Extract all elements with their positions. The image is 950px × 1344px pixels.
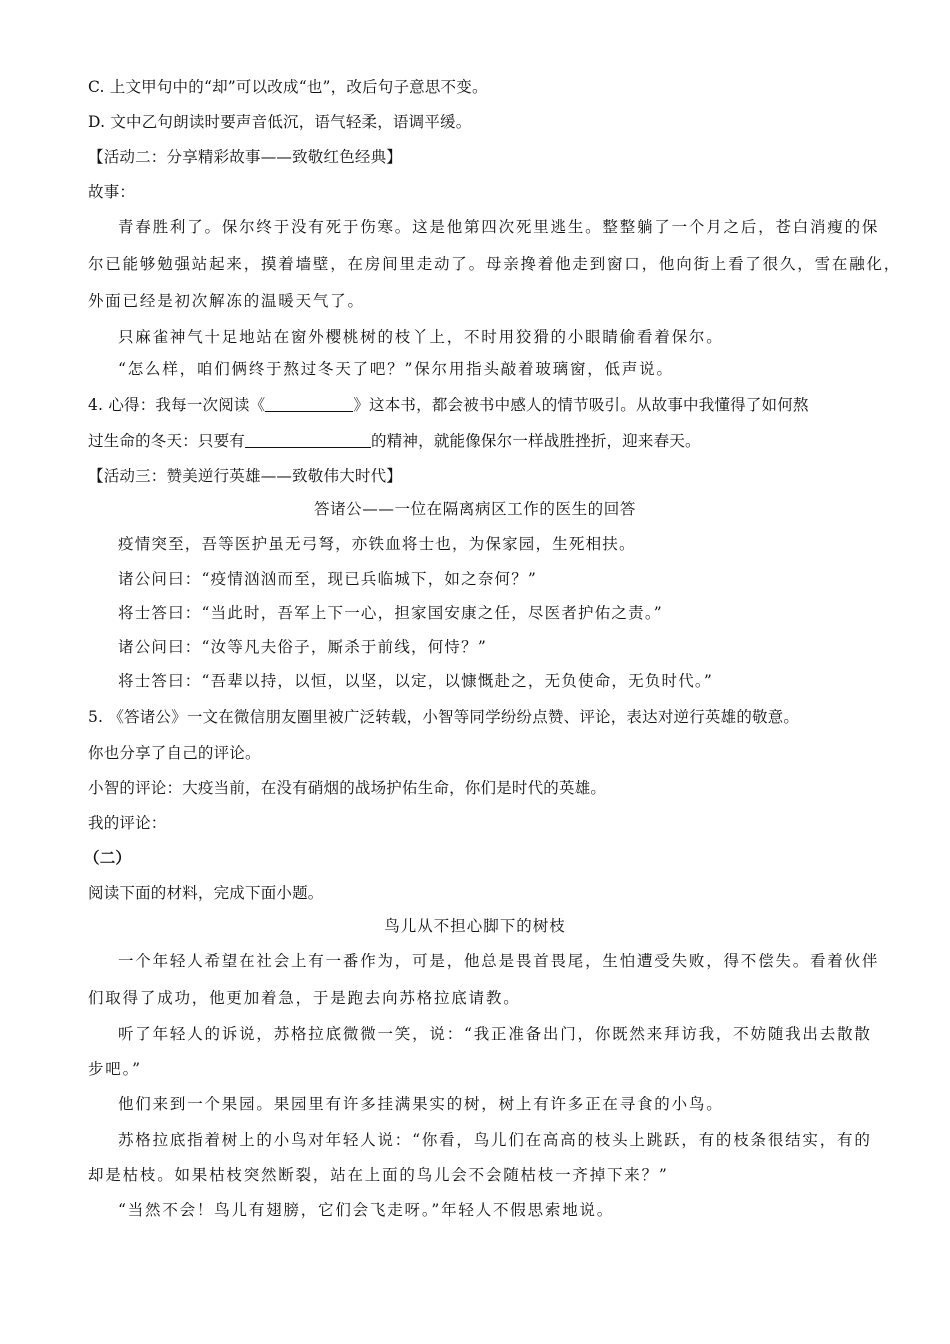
option-d: D. 文中乙句朗读时要声音低沉，语气轻柔，语调平缓。 (88, 113, 472, 131)
xiaozhi-comment: 小智的评论：大疫当前，在没有硝烟的战场护佑生命，你们是时代的英雄。 (88, 779, 607, 797)
question-5-line-1: 5. 《答诸公》一文在微信朋友圈里被广泛转载，小智等同学纷纷点赞、评论，表达对逆行英雄的敬意。 (88, 708, 800, 726)
article-line-4: 诸公问曰：“汝等凡夫俗子，厮杀于前线，何恃？” (118, 638, 487, 656)
story-paragraph-2: 只麻雀神气十足地站在窗外樱桃树的枝丫上，不时用狡猾的小眼睛偷看着保尔。 (118, 328, 724, 346)
question-4-text-2: 》这本书，都会被书中感人的情节吸引。从故事中我懂得了如何熬 (353, 396, 809, 414)
story-2-paragraph-4-line-2: 却是枯枝。如果枯枝突然断裂，站在上面的鸟儿会不会随枯枝一齐掉下来？” (88, 1166, 669, 1184)
section-2-instruction: 阅读下面的材料，完成下面小题。 (88, 884, 324, 902)
story-2-title: 鸟儿从不担心脚下的树枝 (384, 917, 566, 935)
question-5-line-2: 你也分享了自己的评论。 (88, 744, 261, 762)
story-2-paragraph-1-line-1: 一个年轻人希望在社会上有一番作为，可是，他总是畏首畏尾，生怕遭受失败，得不偿失。看着伙伴 (118, 952, 880, 970)
question-4-line-2 (88, 430, 868, 452)
story-2-paragraph-3: 他们来到一个果园。果园里有许多挂满果实的树，树上有许多正在寻食的小鸟。 (118, 1095, 724, 1113)
story-paragraph-1-line-2: 尔已能够勉强站起来，摸着墙壁，在房间里走动了。母亲搀着他走到窗口，他向街上看了很久，雪在融化， (88, 255, 902, 273)
story-paragraph-1-line-3: 外面已经是初次解冻的温暖天气了。 (88, 292, 365, 310)
article-line-1: 疫情突至，吾等医护虽无弓弩，亦铁血将士也，为保家园，生死相扶。 (118, 535, 636, 553)
article-title: 答诸公——一位在隔离病区工作的医生的回答 (313, 500, 636, 518)
question-4-line-1 (88, 394, 868, 416)
option-c: C. 上文甲句中的“却”可以改成“也”，改后句子意思不变。 (88, 78, 488, 96)
activity3-heading: 【活动三：赞美逆行英雄——致敬伟大时代】 (88, 467, 403, 485)
book-title-blank[interactable] (265, 396, 353, 412)
question-4-text-4: 的精神，就能像保尔一样战胜挫折，迎来春天。 (371, 432, 701, 450)
my-comment-label: 我的评论： (88, 814, 167, 832)
question-4-text-3: 过生命的冬天：只要有 (88, 432, 246, 450)
activity2-heading: 【活动二：分享精彩故事——致敬红色经典】 (88, 148, 403, 166)
story-2-paragraph-2-line-1: 听了年轻人的诉说，苏格拉底微微一笑，说：“我正准备出门，你既然来拜访我，不妨随我出去散散 (118, 1025, 872, 1043)
story-label: 故事： (88, 183, 136, 201)
story-2-paragraph-1-line-2: 们取得了成功，他更加着急，于是跑去向苏格拉底请教。 (88, 989, 521, 1007)
section-2-label: （二） (84, 848, 132, 867)
story-paragraph-1-line-1: 青春胜利了。保尔终于没有死于伤寒。这是他第四次死里逃生。整整躺了一个月之后，苍白消瘦的保 (118, 218, 880, 236)
story-2-paragraph-2-line-2: 步吧。” (88, 1060, 142, 1078)
article-line-3: 将士答曰：“当此时，吾军上下一心，担家国安康之任，尽医者护佑之责。” (118, 604, 663, 622)
story-paragraph-3: “怎么样，咱们俩终于熬过冬天了吧？”保尔用指头敲着玻璃窗，低声说。 (118, 360, 674, 378)
story-2-paragraph-4-line-1: 苏格拉底指着树上的小鸟对年轻人说：“你看，鸟儿们在高高的枝头上跳跃，有的枝条很结实，有的 (118, 1131, 872, 1149)
story-2-paragraph-5: “当然不会！鸟儿有翅膀，它们会飞走呀。”年轻人不假思索地说。 (118, 1201, 615, 1219)
article-line-2: 诸公问曰：“疫情汹汹而至，现已兵临城下，如之奈何？” (118, 570, 538, 588)
article-line-5: 将士答曰：“吾辈以持，以恒，以坚，以定，以慷慨赴之，无负使命，无负时代。” (118, 672, 714, 690)
spirit-blank[interactable] (245, 432, 371, 448)
question-4-text-1: 4. 心得：我每一次阅读《 (88, 396, 266, 414)
